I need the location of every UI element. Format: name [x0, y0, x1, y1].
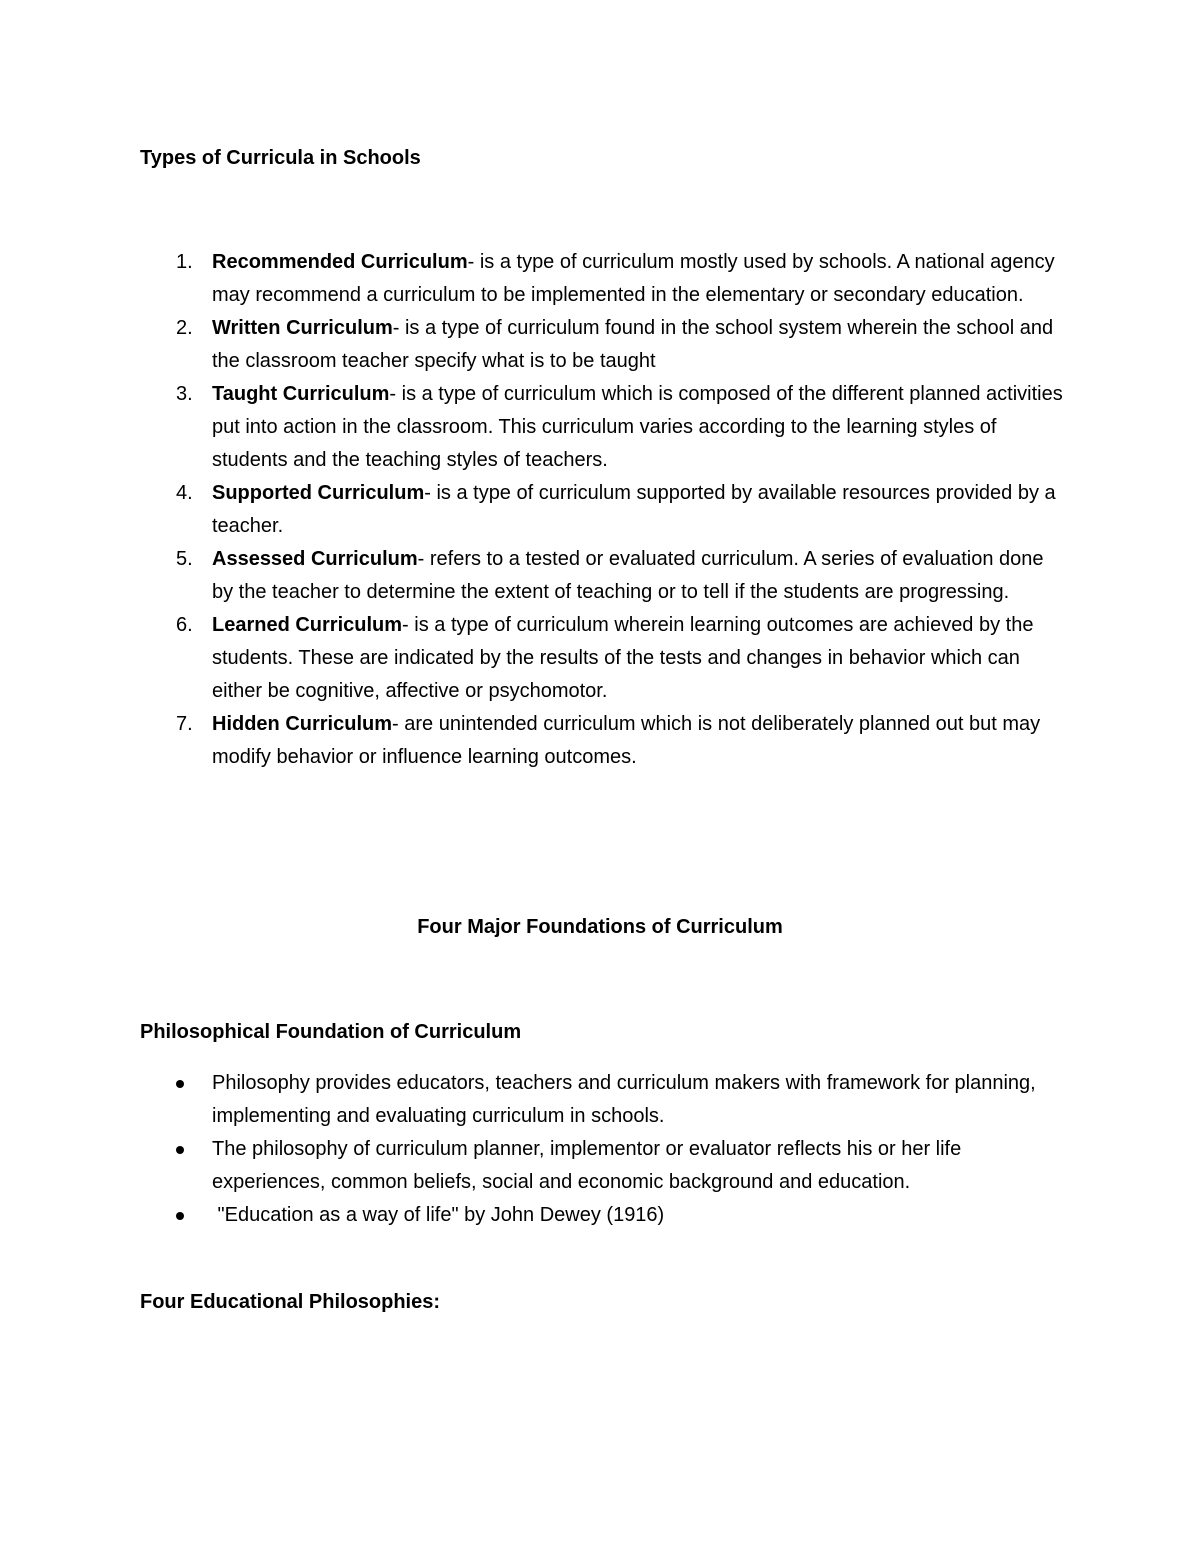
bullet-icon — [176, 1080, 184, 1088]
bullet-text: Philosophy provides educators, teachers and curriculum makers with framework for planning, implementing and evaluating curriculum in schools. — [212, 1072, 1036, 1127]
section-title-philosophical: Philosophical Foundation of Curriculum — [140, 1021, 522, 1043]
list-number: 2. — [176, 317, 193, 339]
bullet-icon — [176, 1146, 184, 1154]
list-item — [140, 312, 1070, 378]
philosophical-bullet-list — [140, 1067, 1070, 1232]
curriculum-term: Hidden Curriculum — [212, 713, 393, 735]
curriculum-term: Taught Curriculum — [212, 383, 390, 405]
list-number: 3. — [176, 383, 193, 405]
curricula-list — [140, 246, 1070, 774]
curriculum-term: Written Curriculum — [212, 317, 393, 339]
list-item — [140, 477, 1070, 543]
curriculum-term: Learned Curriculum — [212, 614, 403, 636]
curriculum-description: - is a type of curriculum mostly used by schools. A national agency may recommend a curriculum to be implemented in the elementary or secondary education. — [212, 251, 1055, 306]
list-item — [140, 609, 1070, 708]
curriculum-term: Supported Curriculum — [212, 482, 425, 504]
section-title-philosophies: Four Educational Philosophies: — [140, 1291, 441, 1313]
section-title-foundations: Four Major Foundations of Curriculum — [417, 916, 783, 938]
curriculum-description: - refers to a tested or evaluated curriculum. A series of evaluation done by the teacher to determine the extent of teaching or to tell if the students are progressing. — [212, 548, 1044, 603]
bullet-text: "Education as a way of life" by John Dewey (1916) — [212, 1204, 665, 1226]
list-item — [140, 708, 1070, 774]
list-number: 4. — [176, 482, 193, 504]
list-item — [140, 378, 1070, 477]
page-title: Types of Curricula in Schools — [140, 147, 421, 169]
curriculum-description: - is a type of curriculum found in the school system wherein the school and the classroom teacher specify what is to be taught — [212, 317, 1054, 372]
list-number: 7. — [176, 713, 193, 735]
curriculum-term: Recommended Curriculum — [212, 251, 468, 273]
curriculum-term: Assessed Curriculum — [212, 548, 418, 570]
curriculum-description: - is a type of curriculum supported by available resources provided by a teacher. — [212, 482, 1056, 537]
curriculum-description: - is a type of curriculum which is composed of the different planned activities put into action in the classroom. This curriculum varies according to the learning styles of students and the teaching styles of teachers. — [212, 383, 1063, 471]
curriculum-description: - are unintended curriculum which is not deliberately planned out but may modify behavior or influence learning outcomes. — [212, 713, 1041, 768]
list-number: 6. — [176, 614, 193, 636]
list-item — [140, 1133, 1070, 1199]
curriculum-description: - is a type of curriculum wherein learning outcomes are achieved by the students. These are indicated by the results of the tests and changes in behavior which can either be cognitive, affective or psychomotor. — [212, 614, 1034, 702]
list-number: 5. — [176, 548, 193, 570]
bullet-text: The philosophy of curriculum planner, implementor or evaluator reflects his or her life experiences, common beliefs, social and economic background and education. — [212, 1138, 962, 1193]
list-item — [140, 1067, 1070, 1133]
list-item — [140, 246, 1070, 312]
bullet-icon — [176, 1212, 184, 1220]
list-number: 1. — [176, 251, 193, 273]
list-item — [140, 543, 1070, 609]
list-item — [140, 1199, 1070, 1232]
